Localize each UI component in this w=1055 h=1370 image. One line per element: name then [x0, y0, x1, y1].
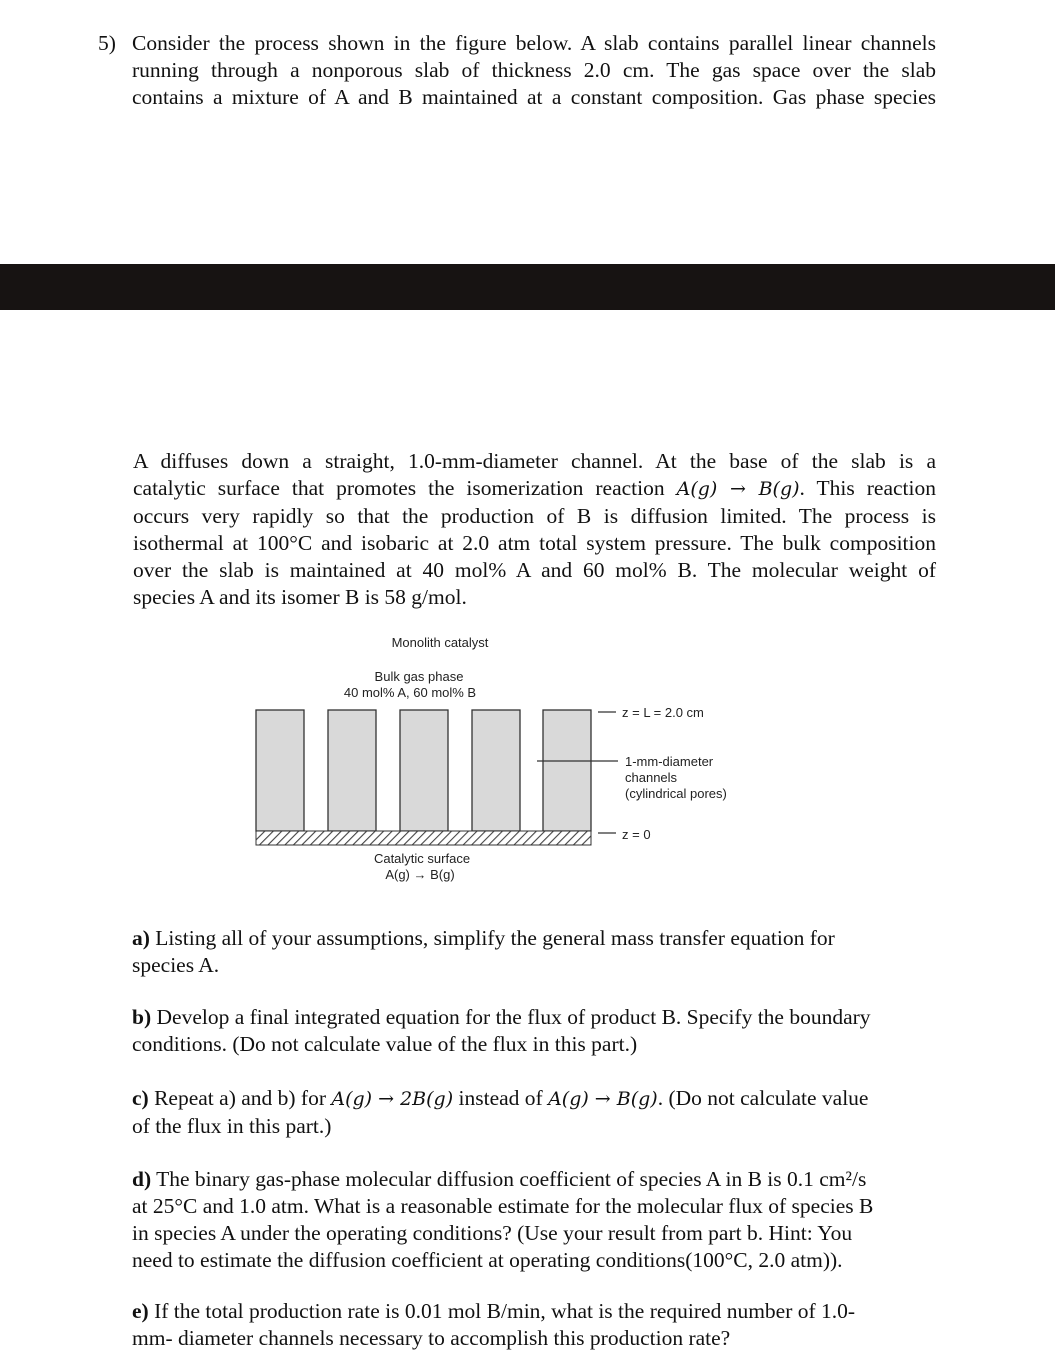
question-d-text: need to estimate the diffusion coefficient at operating conditions(100°C, 2.0 atm)). [132, 1248, 843, 1272]
monolith-catalyst-figure [0, 620, 1055, 920]
question-b-label: b) [132, 1005, 152, 1029]
question-b-text: conditions. (Do not calculate value of the flux in this part.) [132, 1032, 638, 1056]
question-a-label: a) [132, 926, 150, 950]
main-paragraph [133, 448, 936, 611]
bulk-composition-label: 40 mol% A, 60 mol% B [343, 685, 477, 700]
question-b-text: Develop a final integrated equation for the flux of product B. Specify the boundary [151, 1005, 871, 1029]
bottom-z-label: z = 0 [622, 827, 651, 842]
question-e [132, 1298, 932, 1352]
question-number: 5) [98, 31, 116, 55]
question-c-text: Repeat a) and b) for [148, 1086, 332, 1110]
slab-segment [256, 710, 304, 831]
question-c-text: of the flux in this part.) [132, 1114, 332, 1138]
intro-line: Consider the process shown in the figure below. A slab contains parallel linear channels [132, 31, 936, 55]
catalytic-surface [256, 831, 591, 845]
main-line: species A and its isomer B is 58 g/mol. [133, 585, 467, 609]
main-line: over the slab is maintained at 40 mol% A and 60 mol% B. The molecular weight of [133, 558, 936, 582]
question-b [132, 1004, 932, 1058]
question-e-text: If the total production rate is 0.01 mol B/min, what is the required number of 1.0- [148, 1299, 856, 1323]
question-d-text: in species A under the operating conditions? (Use your result from part b. Hint: You [132, 1221, 853, 1245]
main-line: isothermal at 100°C and isobaric at 2.0 atm total system pressure. The bulk composition [133, 531, 936, 555]
question-c [132, 1085, 932, 1140]
question-e-text: mm- diameter channels necessary to accomplish this production rate? [132, 1326, 731, 1350]
question-d-text: at 25°C and 1.0 atm. What is a reasonable estimate for the molecular flux of species B [132, 1194, 874, 1218]
question-d-text: The binary gas-phase molecular diffusion coefficient of species A in B is 0.1 cm²/s [151, 1167, 867, 1191]
bulk-gas-label: Bulk gas phase [374, 669, 464, 684]
slab-segment [400, 710, 448, 831]
main-line: occurs very rapidly so that the production of B is diffusion limited. The process is [133, 504, 936, 528]
question-a-text: species A. [132, 953, 220, 977]
redaction-bar [0, 264, 1055, 310]
main-line [133, 475, 936, 503]
reaction-equation: A(g) → B(g) [676, 478, 800, 500]
question-d [132, 1166, 932, 1274]
main-line: A diffuses down a straight, 1.0-mm-diameter channel. At the base of the slab is a [133, 449, 936, 473]
slab-segment [328, 710, 376, 831]
main-line-text: . This reaction [799, 476, 936, 500]
catalytic-surface-label: Catalytic surface [373, 851, 471, 866]
question-c-equation: A(g) → 2B(g) [331, 1088, 454, 1110]
channel-label-line3: (cylindrical pores) [625, 786, 727, 801]
main-line-text: catalytic surface that promotes the isomerization reaction [133, 476, 665, 500]
intro-paragraph [132, 30, 936, 111]
top-z-label: z = L = 2.0 cm [622, 705, 704, 720]
intro-line: contains a mixture of A and B maintained at a constant composition. Gas phase species [132, 85, 936, 109]
question-d-label: d) [132, 1167, 152, 1191]
question-c-text: instead of [453, 1086, 549, 1110]
question-c-equation: A(g) → B(g) [548, 1088, 658, 1110]
question-c-text: . (Do not calculate value [657, 1086, 869, 1110]
surface-reaction-label: A(g) → B(g) [385, 867, 455, 882]
channel-label-line2: channels [625, 770, 678, 785]
figure-title: Monolith catalyst [391, 635, 489, 650]
slab-segment [472, 710, 520, 831]
question-a-text: Listing all of your assumptions, simplify the general mass transfer equation for [149, 926, 835, 950]
intro-line: running through a nonporous slab of thickness 2.0 cm. The gas space over the slab [132, 58, 936, 82]
slab-segment [543, 710, 591, 831]
question-a [132, 925, 932, 979]
channel-label-line1: 1-mm-diameter [625, 754, 714, 769]
question-c-label: c) [132, 1086, 149, 1110]
question-e-label: e) [132, 1299, 149, 1323]
